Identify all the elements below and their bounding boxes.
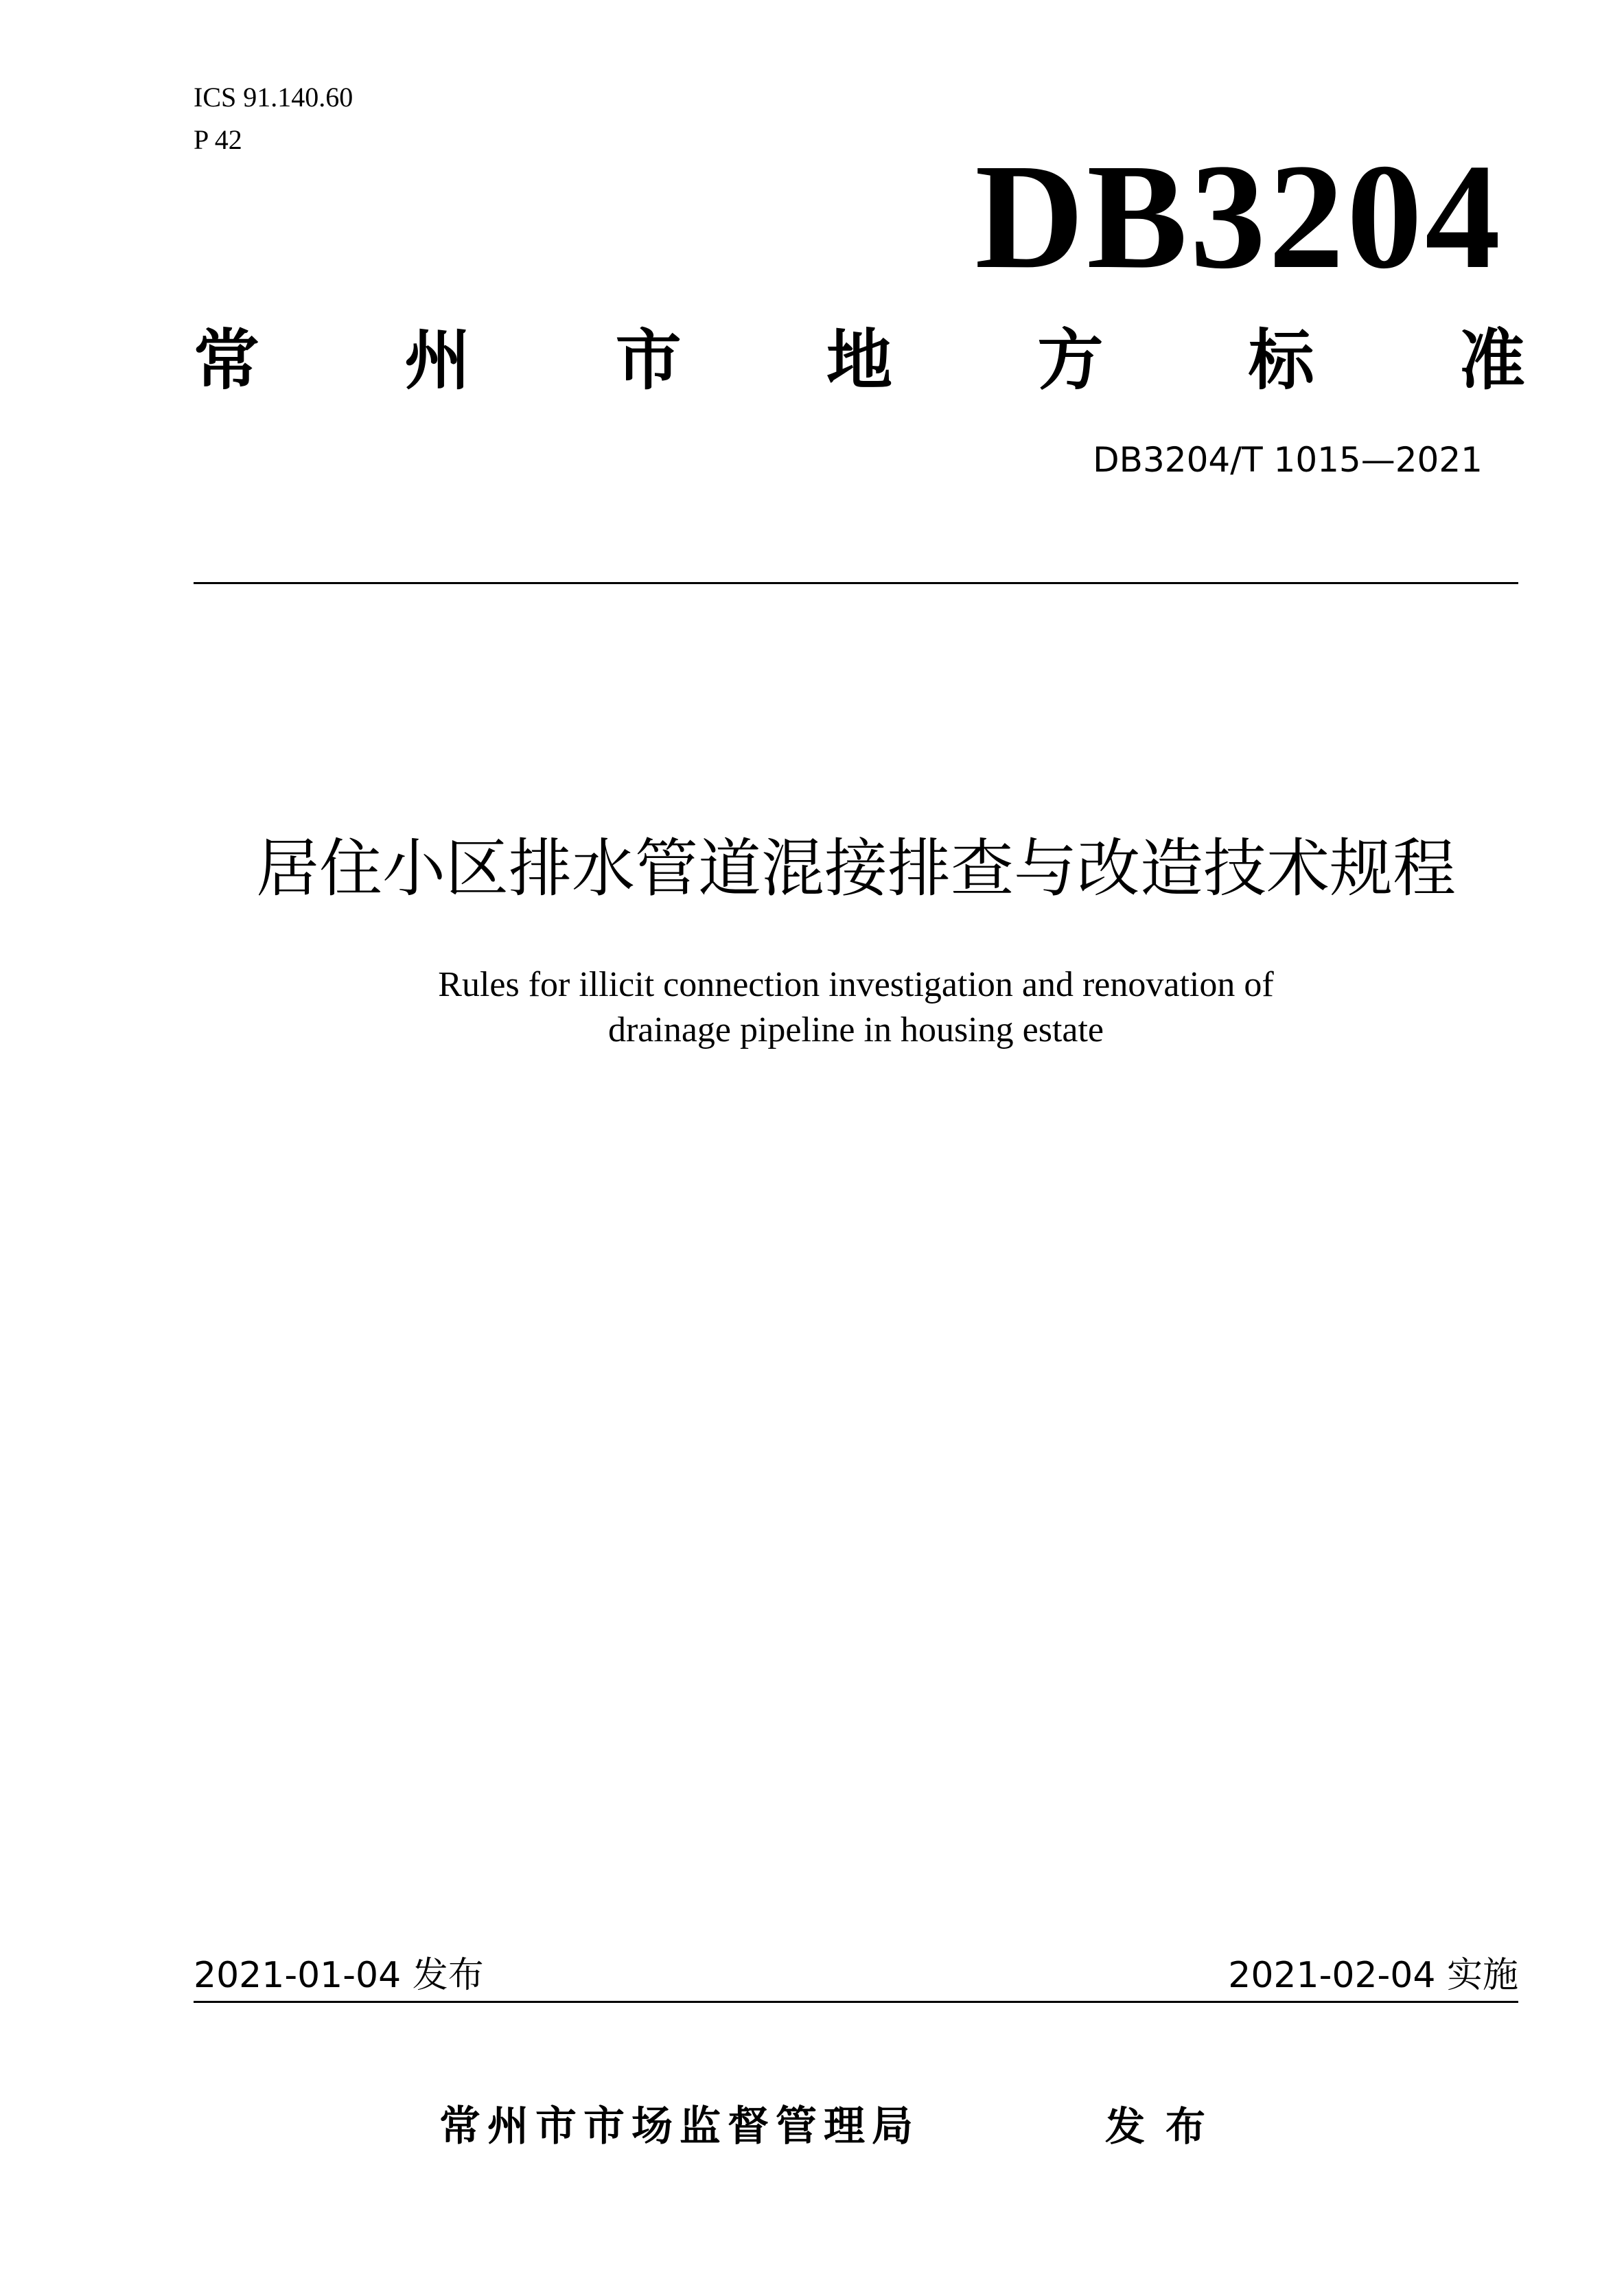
issue-label: 发布 [1105,2103,1227,2150]
standard-logo: DB3204 [975,132,1503,300]
header-divider [194,582,1518,584]
ics-code: ICS 91.140.60 [194,82,353,113]
ccs-code: P 42 [194,124,242,155]
standard-type-char: 市 [615,322,682,399]
standard-type-char: 常 [194,322,259,399]
implementation-date: 2021-02-04 实施 [1228,1955,1518,1996]
standard-type-char: 准 [1459,322,1525,399]
issue-date: 2021-01-04 发布 [194,1955,484,1996]
standard-type-char: 地 [826,322,892,399]
title-chinese: 居住小区排水管道混接排查与改造技术规程 [255,832,1456,905]
footer-divider [194,2001,1518,2003]
standard-type-heading [194,323,1525,398]
standard-number: DB3204/T 1015—2021 [1093,440,1483,480]
title-english-line: Rules for illicit connection investigation and renovation of [438,965,1274,1004]
standard-type-char: 方 [1037,322,1104,399]
standard-type-char: 标 [1248,322,1314,399]
title-english [194,962,1518,1053]
standard-type-char: 州 [404,322,471,399]
title-english-line: drainage pipeline in housing estate [607,1010,1104,1050]
issuing-authority: 常州市市场监督管理局 [439,2102,920,2150]
